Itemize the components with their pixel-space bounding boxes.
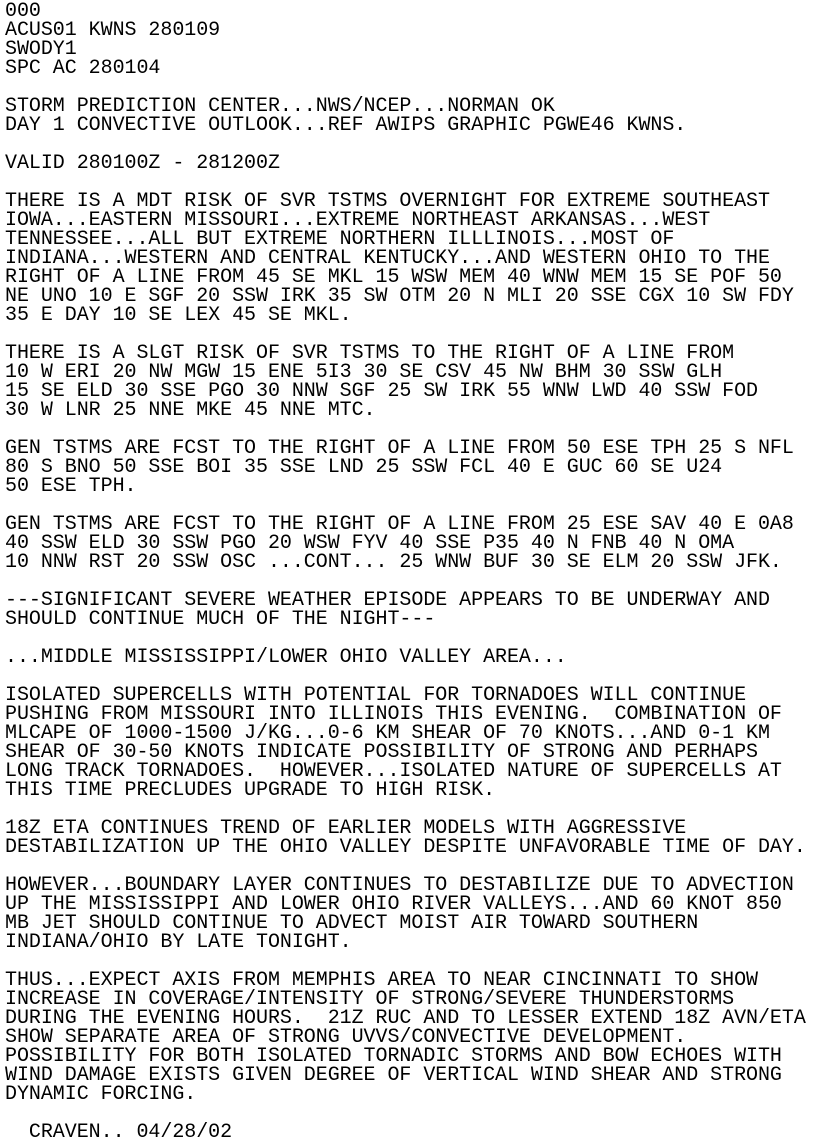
bulletin-line: WIND DAMAGE EXISTS GIVEN DEGREE OF VERTICAL WIND SHEAR AND STRONG (5, 1064, 782, 1087)
bulletin-line: UP THE MISSISSIPPI AND LOWER OHIO RIVER VALLEYS...AND 60 KNOT 850 (5, 893, 782, 916)
bulletin-line: GEN TSTMS ARE FCST TO THE RIGHT OF A LINE FROM 25 ESE SAV 40 E 0A8 (5, 513, 794, 536)
bulletin-line: STORM PREDICTION CENTER...NWS/NCEP...NORMAN OK (5, 95, 555, 118)
bulletin-line: GEN TSTMS ARE FCST TO THE RIGHT OF A LINE FROM 50 ESE TPH 25 S NFL (5, 437, 794, 460)
bulletin-line: INDIANA...WESTERN AND CENTRAL KENTUCKY...AND WESTERN OHIO TO THE (5, 247, 770, 270)
bulletin-line: THUS...EXPECT AXIS FROM MEMPHIS AREA TO NEAR CINCINNATI TO SHOW (5, 969, 758, 992)
bulletin-line: INCREASE IN COVERAGE/INTENSITY OF STRONG/SEVERE THUNDERSTORMS (5, 988, 735, 1011)
bulletin-line: 15 SE ELD 30 SSE PGO 30 NNW SGF 25 SW IRK 55 WNW LWD 40 SSW FOD (5, 380, 758, 403)
bulletin-line: ACUS01 KWNS 280109 (5, 19, 221, 42)
bulletin-line: 18Z ETA CONTINUES TREND OF EARLIER MODELS WITH AGGRESSIVE (5, 817, 687, 840)
bulletin-line: DURING THE EVENING HOURS. 21Z RUC AND TO LESSER EXTEND 18Z AVN/ETA (5, 1007, 806, 1030)
bulletin-line: ---SIGNIFICANT SEVERE WEATHER EPISODE APPEARS TO BE UNDERWAY AND (5, 589, 770, 612)
bulletin-line: ...MIDDLE MISSISSIPPI/LOWER OHIO VALLEY AREA... (5, 646, 567, 669)
bulletin-line: 10 NNW RST 20 SSW OSC ...CONT... 25 WNW BUF 30 SE ELM 20 SSW JFK. (5, 551, 782, 574)
bulletin-line: HOWEVER...BOUNDARY LAYER CONTINUES TO DESTABILIZE DUE TO ADVECTION (5, 874, 794, 897)
bulletin-line: IOWA...EASTERN MISSOURI...EXTREME NORTHEAST ARKANSAS...WEST (5, 209, 711, 232)
bulletin-line: THIS TIME PRECLUDES UPGRADE TO HIGH RISK. (5, 779, 496, 802)
bulletin-line: RIGHT OF A LINE FROM 45 SE MKL 15 WSW MEM 40 WNW MEM 15 SE POF 50 (5, 266, 782, 289)
bulletin-line: 80 S BNO 50 SSE BOI 35 SSE LND 25 SSW FCL 40 E GUC 60 SE U24 (5, 456, 723, 479)
bulletin-line: NE UNO 10 E SGF 20 SSW IRK 35 SW OTM 20 N MLI 20 SSE CGX 10 SW FDY (5, 285, 794, 308)
bulletin-line: SHOULD CONTINUE MUCH OF THE NIGHT--- (5, 608, 436, 631)
bulletin-line: VALID 280100Z - 281200Z (5, 152, 280, 175)
bulletin-line: LONG TRACK TORNADOES. HOWEVER...ISOLATED NATURE OF SUPERCELLS AT (5, 760, 782, 783)
bulletin-line: INDIANA/OHIO BY LATE TONIGHT. (5, 931, 352, 954)
bulletin-line: DESTABILIZATION UP THE OHIO VALLEY DESPITE UNFAVORABLE TIME OF DAY. (5, 836, 806, 859)
bulletin-line: DYNAMIC FORCING. (5, 1083, 197, 1106)
bulletin-line: 000 (5, 0, 41, 23)
bulletin-line: 40 SSW ELD 30 SSW PGO 20 WSW FYV 40 SSE P35 40 N FNB 40 N OMA (5, 532, 735, 555)
bulletin-line: 30 W LNR 25 NNE MKE 45 NNE MTC. (5, 399, 376, 422)
bulletin-line: SPC AC 280104 (5, 57, 161, 80)
bulletin-line: 50 ESE TPH. (5, 475, 137, 498)
bulletin-line: DAY 1 CONVECTIVE OUTLOOK...REF AWIPS GRAPHIC PGWE46 KWNS. (5, 114, 687, 137)
bulletin-line: MB JET SHOULD CONTINUE TO ADVECT MOIST AIR TOWARD SOUTHERN (5, 912, 699, 935)
bulletin-line: 10 W ERI 20 NW MGW 15 ENE 5I3 30 SE CSV 45 NW BHM 30 SSW GLH (5, 361, 723, 384)
bulletin-line: POSSIBILITY FOR BOTH ISOLATED TORNADIC STORMS AND BOW ECHOES WITH (5, 1045, 782, 1068)
bulletin-line: TENNESSEE...ALL BUT EXTREME NORTHERN ILLLINOIS...MOST OF (5, 228, 675, 251)
bulletin-line: THERE IS A SLGT RISK OF SVR TSTMS TO THE RIGHT OF A LINE FROM (5, 342, 735, 365)
bulletin-line: 35 E DAY 10 SE LEX 45 SE MKL. (5, 304, 352, 327)
bulletin-line: MLCAPE OF 1000-1500 J/KG...0-6 KM SHEAR OF 70 KNOTS...AND 0-1 KM (5, 722, 770, 745)
bulletin-line: SHEAR OF 30-50 KNOTS INDICATE POSSIBILITY OF STRONG AND PERHAPS (5, 741, 758, 764)
bulletin-line: CRAVEN.. 04/28/02 (5, 1121, 233, 1144)
bulletin-line: SHOW SEPARATE AREA OF STRONG UVVS/CONVECTIVE DEVELOPMENT. (5, 1026, 687, 1049)
bulletin-line: THERE IS A MDT RISK OF SVR TSTMS OVERNIGHT FOR EXTREME SOUTHEAST (5, 190, 770, 213)
bulletin-line: PUSHING FROM MISSOURI INTO ILLINOIS THIS EVENING. COMBINATION OF (5, 703, 782, 726)
bulletin-line: ISOLATED SUPERCELLS WITH POTENTIAL FOR TORNADOES WILL CONTINUE (5, 684, 747, 707)
bulletin-line: SWODY1 (5, 38, 77, 61)
